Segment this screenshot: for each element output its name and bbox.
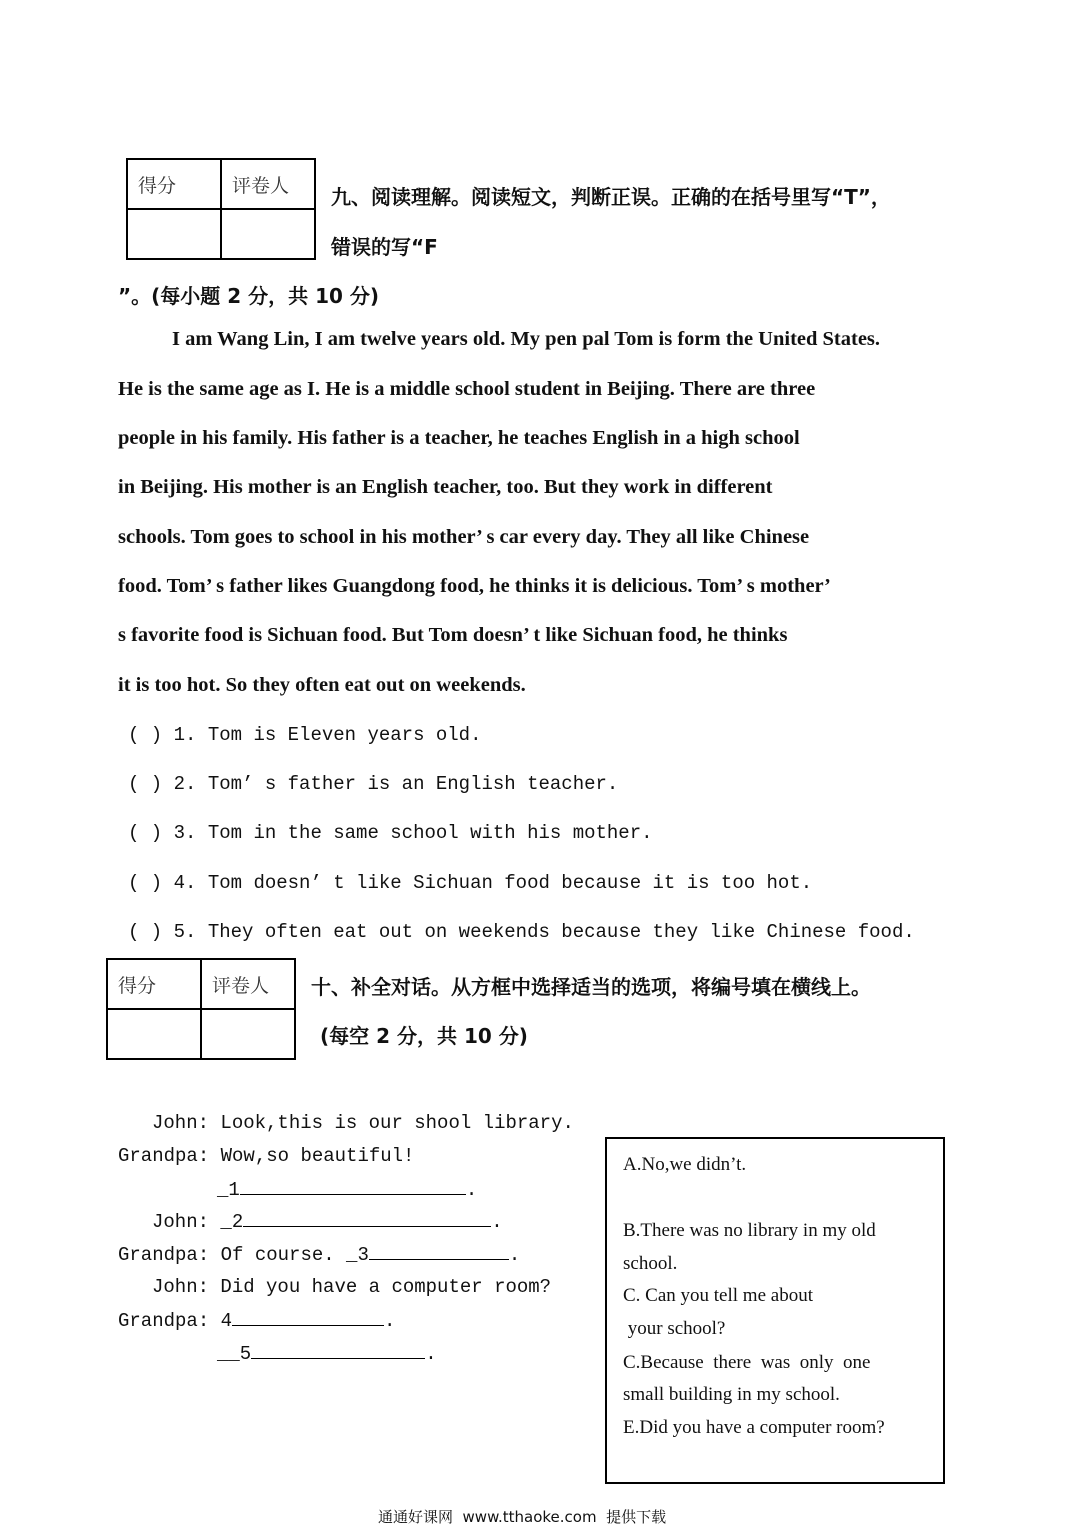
passage-line: it is too hot. So they often eat out on weekends. — [118, 674, 526, 696]
grader-cell[interactable] — [221, 209, 315, 259]
dialogue-line — [152, 1112, 574, 1134]
speaker: John: — [152, 1112, 210, 1134]
dialogue-line — [152, 1276, 551, 1298]
question-item — [128, 724, 481, 746]
passage-line: people in his family. His father is a teacher, he teaches English in a high school — [118, 427, 800, 449]
grader-label: 评卷人 — [221, 159, 315, 209]
dialogue-line — [118, 1145, 414, 1167]
score-table-9 — [126, 158, 316, 260]
section9-title-line3: ”。(每小题 2 分，共 10 分) — [118, 284, 380, 308]
passage-line: food. Tom’ s father likes Guangdong food, he thinks it is delicious. Tom’ s mother’ — [118, 575, 831, 597]
line-end: . — [384, 1310, 396, 1332]
option-item: your school? — [623, 1318, 726, 1339]
speaker: Grandpa: — [118, 1145, 210, 1167]
utterance: Did you have a computer room? — [220, 1276, 552, 1298]
options-box — [605, 1137, 945, 1484]
answer-bracket[interactable]: ( ) — [128, 773, 163, 795]
grader-cell[interactable] — [201, 1009, 295, 1059]
page-footer: 通通好课网 www.tthaoke.com 提供下载 — [378, 1508, 667, 1526]
question-text: 4. Tom doesn’ t like Sichuan food because it is too hot. — [173, 872, 813, 894]
option-item: small building in my school. — [623, 1384, 840, 1405]
blank-number: _1 — [217, 1179, 240, 1201]
passage-line: schools. Tom goes to school in his mother’ s car every day. They all like Chinese — [118, 526, 810, 548]
grader-label: 评卷人 — [201, 959, 295, 1009]
dialogue-line — [217, 1342, 437, 1365]
line-end: . — [491, 1211, 503, 1233]
blank-number: _2 — [220, 1211, 244, 1233]
option-item: A.No,we didn’t. — [623, 1154, 747, 1175]
speaker: Grandpa: — [118, 1244, 210, 1266]
question-text: 3. Tom in the same school with his mother. — [173, 822, 653, 844]
dialogue-line — [118, 1243, 520, 1266]
utterance: Of course. _3 — [220, 1244, 369, 1266]
speaker: John: — [152, 1276, 210, 1298]
option-item: school. — [623, 1253, 678, 1274]
section10-title-line2: (每空 2 分，共 10 分) — [320, 1024, 528, 1048]
question-item — [128, 822, 653, 844]
score-cell[interactable] — [127, 209, 221, 259]
section10-title-line1: 十、补全对话。从方框中选择适当的选项，将编号填在横线上。 — [311, 975, 871, 999]
question-item — [128, 921, 915, 943]
passage-line: I am Wang Lin, I am twelve years old. My pen pal Tom is form the United States. — [172, 328, 881, 350]
line-end: . — [508, 1244, 521, 1266]
passage-line: He is the same age as I. He is a middle school student in Beijing. There are three — [118, 378, 816, 400]
dialogue-line — [118, 1309, 395, 1332]
answer-bracket[interactable]: ( ) — [128, 724, 163, 746]
answer-bracket[interactable]: ( ) — [128, 822, 163, 844]
score-cell[interactable] — [107, 1009, 201, 1059]
answer-bracket[interactable]: ( ) — [128, 921, 163, 943]
blank-number: __5 — [217, 1343, 252, 1365]
speaker: John: — [152, 1211, 210, 1233]
speaker: Grandpa: — [118, 1310, 210, 1332]
answer-blank[interactable] — [240, 1178, 466, 1195]
dialogue-line — [217, 1178, 477, 1201]
passage-line: s favorite food is Sichuan food. But Tom doesn’ t like Sichuan food, he thinks — [118, 624, 788, 646]
question-text: 1. Tom is Eleven years old. — [173, 724, 482, 746]
option-item: C.Because there was only one — [623, 1352, 871, 1373]
utterance: Look,this is our shool library. — [220, 1112, 574, 1134]
option-item: E.Did you have a computer room? — [623, 1417, 885, 1438]
score-label: 得分 — [127, 159, 221, 209]
utterance: Wow,so beautiful! — [220, 1145, 415, 1167]
answer-blank[interactable] — [251, 1342, 425, 1359]
score-table-10 — [106, 958, 296, 1060]
option-item: B.There was no library in my old — [623, 1220, 876, 1241]
option-item: C. Can you tell me about — [623, 1285, 813, 1306]
question-text: 2. Tom’ s father is an English teacher. — [173, 773, 619, 795]
question-item — [128, 872, 812, 894]
section9-title-line2: 错误的写“F — [331, 235, 438, 259]
question-text: 5. They often eat out on weekends because they like Chinese food. — [173, 921, 915, 943]
answer-blank[interactable] — [369, 1243, 509, 1260]
score-label: 得分 — [107, 959, 201, 1009]
passage-line: in Beijing. His mother is an English teacher, too. But they work in different — [118, 476, 773, 498]
dialogue-line — [152, 1210, 503, 1233]
answer-bracket[interactable]: ( ) — [128, 872, 163, 894]
answer-blank[interactable] — [243, 1210, 491, 1227]
question-item — [128, 773, 618, 795]
line-end: . — [425, 1343, 437, 1365]
section9-title-line1: 九、阅读理解。阅读短文，判断正误。正确的在括号里写“T”， — [331, 185, 891, 209]
line-end: . — [465, 1179, 478, 1201]
blank-number: 4 — [220, 1310, 233, 1332]
answer-blank[interactable] — [232, 1309, 384, 1326]
